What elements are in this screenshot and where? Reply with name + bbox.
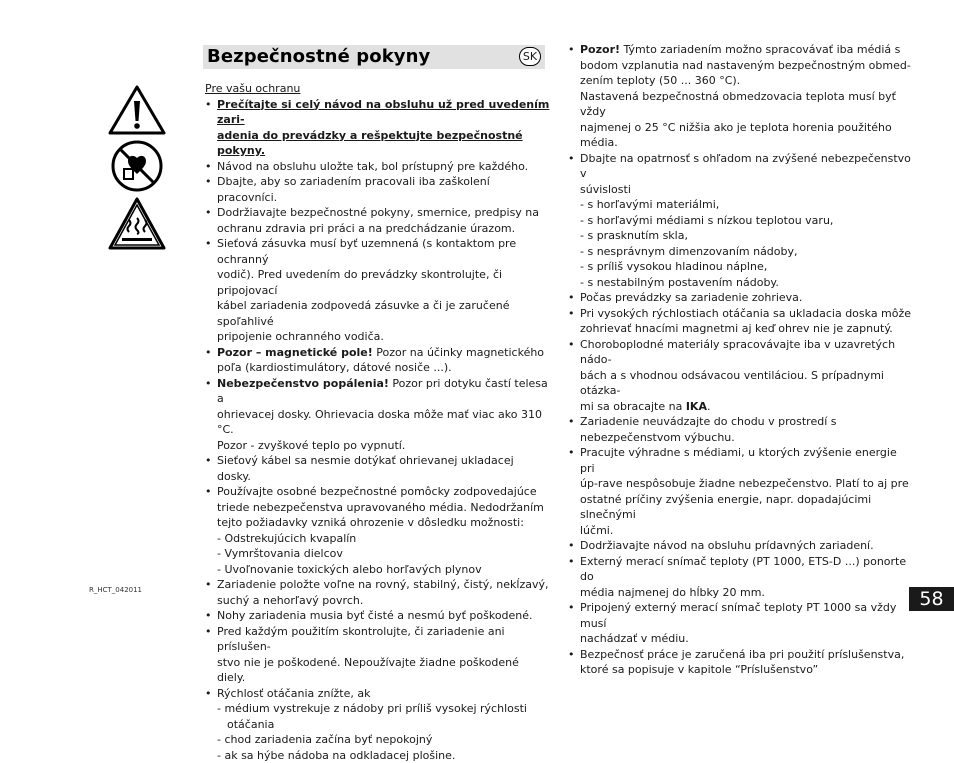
list-item: • Nohy zariadenia musia byť čisté a nesmú byť poškodené. — [205, 608, 550, 624]
list-item: • Bezpečnosť práce je zaručená iba pri použití príslušenstva, ktoré sa popisuje v kapitole “Príslušenstvo” — [568, 647, 913, 678]
list-item: • Sieťová zásuvka musí byť uzemnená (s kontaktom pre ochranný vodič). Pred uvedením do prevádzky skontrolujte, či pripojovací kábel zariadenia zodpovedá zásuvke a či je zaručené spoľahlivé pripojenie ochranného vodiča. — [205, 236, 550, 345]
page-title: Bezpečnostné pokyny — [207, 46, 430, 67]
list-item: • Používajte osobné bezpečnostné pomôcky zodpovedajúce triede nebezpečenstva upravovaného média. Nedodržaním tejto požiadavky vzniká ohrozenie v dôsledku možnosti: - Odstrekujúcich kvapalín - Vymrštovania dielcov - Uvoľnovanie toxických alebo horľavých plynov — [205, 484, 550, 577]
list-item: • Pri vysokých rýchlostiach otáčania sa ukladacia doska môže zohrievať hnacími magnetmi aj keď ohrev nie je zapnutý. — [568, 306, 913, 337]
list-item: • Dbajte na opatrnosť s ohľadom na zvýšené nebezpečenstvo v súvislosti - s horľavými materiálmi, - s horľavými médiami s nízkou teplotou varu, - s prasknutím skla, - s nesprávnym dimenzovaním nádoby, - s príliš vysokou hladinou náplne, - s nestabilným postavením nádoby. — [568, 151, 913, 291]
list-item: • Externý merací snímač teploty (PT 1000, ETS-D ...) ponorte do média najmenej do hĺbky 20 mm. — [568, 554, 913, 601]
list-item: • Návod na obsluhu uložte tak, bol prístupný pre každého. — [205, 159, 550, 175]
left-column — [205, 81, 550, 763]
right-column — [568, 42, 913, 678]
language-badge: SK — [519, 47, 541, 66]
no-pacemaker-icon — [110, 139, 164, 193]
list-item: • Choroboplodné materiály spracovávajte iba v uzavretých nádo- bách a s vhodnou odsávacou ventiláciou. S prípadnymi otázka- mi sa obracajte na IKA. — [568, 337, 913, 415]
warning-triangle-icon — [107, 84, 167, 136]
list-item: • Zariadenie neuvádzajte do chodu v prostredí s nebezpečenstvom výbuchu. — [568, 414, 913, 445]
list-item: • Pozor! Týmto zariadením možno spracovávať iba médiá s bodom vzplanutia nad nastaveným bezpečnostným obmed- zením teploty (50 ... 360 °C). Nastavená bezpečnostná obmedzovacia teplota musí byť vždy najmenej o 25 °C nižšia ako je teplota horenia použitého média. — [568, 42, 913, 151]
list-item: • Dodržiavajte bezpečnostné pokyny, smernice, predpisy na ochranu zdravia pri práci a na predchádzanie úrazom. — [205, 205, 550, 236]
list-item: • Nebezpečenstvo popálenia! Pozor pri dotyku častí telesa a ohrievacej dosky. Ohrievacia doska môže mať viac ako 310 °C. Pozor - zvyškové teplo po vypnutí. — [205, 376, 550, 454]
list-item: • Rýchlosť otáčania znížte, ak - médium vystrekuje z nádoby pri príliš vysokej rýchlosti otáčania - chod zariadenia začína byť nepokojný - ak sa hýbe nádoba na odkladacej plošine. — [205, 686, 550, 763]
list-item: • Počas prevádzky sa zariadenie zohrieva. — [568, 290, 913, 306]
hot-surface-icon — [107, 196, 167, 252]
list-item: • Zariadenie položte voľne na rovný, stabilný, čistý, nekĺzavý, suchý a nehorľavý povrch. — [205, 577, 550, 608]
section-title-bar — [203, 45, 545, 69]
document-code: R_HCT_042011 — [89, 586, 142, 594]
list-item: • Pozor – magnetické pole! Pozor na účinky magnetického poľa (kardiostimulátory, dátové nosiče ...). — [205, 345, 550, 376]
page-number: 58 — [909, 587, 954, 611]
list-item: • Prečítajte si celý návod na obsluhu už pred uvedením zari- adenia do prevádzky a rešpektujte bezpečnostné pokyny. — [205, 97, 550, 159]
subheading: Pre vašu ochranu — [205, 81, 550, 97]
list-item: • Pripojený externý merací snímač teploty PT 1000 sa vždy musí nachádzať v médiu. — [568, 600, 913, 647]
list-item: • Pred každým použitím skontrolujte, či zariadenie ani príslušen- stvo nie je poškodené. Nepoužívajte žiadne poškodené diely. — [205, 624, 550, 686]
list-item: • Sieťový kábel sa nesmie dotýkať ohrievanej ukladacej dosky. — [205, 453, 550, 484]
list-item: • Pracujte výhradne s médiami, u ktorých zvýšenie energie pri úp-rave nespôsobuje žiadne nebezpečenstvo. Platí to aj pre ostatné príčiny zvýšenia energie, napr. dopadajúcimi slnečnými lúčmi. — [568, 445, 913, 538]
list-item: • Dbajte, aby so zariadením pracovali iba zaškolení pracovníci. — [205, 174, 550, 205]
list-item: • Dodržiavajte návod na obsluhu prídavných zariadení. — [568, 538, 913, 554]
